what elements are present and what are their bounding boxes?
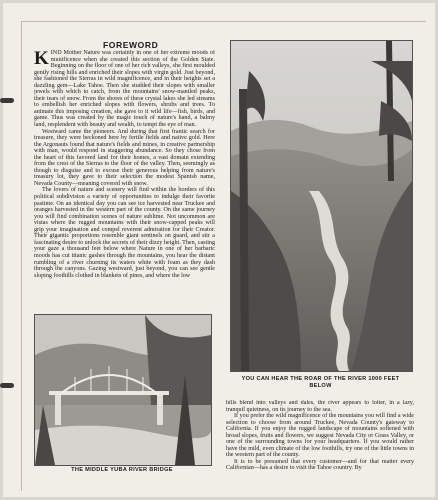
foreword-paragraph-2: Westward came the pioneers. And during that first frantic search for treasure, they were beckoned here by fertile fields and native gold. Here the Argonauts found that nature's fields and mines, in creative partnership with man, would respond in staggering abundance. So they chose from the heart of this favored land for their homes, a vast domain extending from the crest of the Sierras to the floor of the valley. Then, seemingly as though to disguise and to excuse their generous helping from nature's treasury lot, they gave to their selection the modest Spanish name, Nevada County—meaning covered with snow. xyxy=(34,128,215,187)
page-border-top xyxy=(21,21,426,22)
continued-paragraph-2: If you prefer the wild magnificence of the mountains you will find a wide selection to choose from around Truckee, Nevada County's gateway to California. If you enjoy the rugged landscape of mountains softened with broad slopes, fruits and flowers, we suggest Nevada City or Grass Valley, or one of the surrounding towns for your headquarters. If you would rather have the mild, even climate of the low foothills, try one of the little towns in the western part of the county. xyxy=(226,413,414,459)
page-border-left xyxy=(21,21,22,491)
continued-paragraph-1: hills blend into valleys and dales, the river appears to loiter, in a lazy, tranquil quietness, on its journey to the sea. xyxy=(226,400,414,413)
river-gorge-caption: YOU CAN HEAR THE ROAR OF THE RIVER 1000 FEET BELOW xyxy=(241,376,400,389)
foreword-paragraph-1 xyxy=(34,50,215,129)
bridge-caption: THE MIDDLE YUBA RIVER BRIDGE xyxy=(71,467,173,473)
punch-hole-top xyxy=(0,98,14,103)
drop-cap: K xyxy=(34,50,49,69)
brochure-page xyxy=(3,3,435,497)
punch-hole-bottom xyxy=(0,383,14,388)
bridge-illustration xyxy=(35,315,211,465)
foreword-paragraph-1-text: IND Mother Nature was certainly in one of her extreme moods of munificence when she created this section of the Golden State. Beginning on the floor of one of her rich valleys, she first moulded gently rising hills and enriched their slopes with virgin gold. Just beyond, she fashioned the Sierras in wild magnificence, and in their heights set a dazzling gem—Lake Tahoe. Then she studded their slopes with smaller jewels with which to catch, from the mountains' snow-mantled peaks, their tears of snow. From the shores of these crystal lakes she led streams to embellish her enriched slopes with flowers, shrubs and trees. To animate this imposing creation, she gave to it wild life—fish, birds, and game. Thus was created by the magic touch of nature's hand, a balmy land, resplendent with beauty and wealth, to tempt the eye of man. xyxy=(34,50,215,129)
foreword-paragraph-3: The lovers of nature and scenery will find within the borders of this political subdivision a variety of opportunities to indulge their favorite pastime. On an identical day you can see ice harvested near Truckee and oranges harvested in the western part of the county. On the same journey you will find combination scenes of nature sublime. Not uncommon are vistas where the rugged mountains with their snow-capped peaks will grip your imagination and compel reverent admiration for their Creator. Their gigantic proportions resemble giant sentinels on guard, and stir a fascinating desire to unlock the secrets of their dizzy height. Then, casting your gaze a thousand feet below where Nature in one of her barbaric moods has cut titanic gashes through the mountains, you hear the distant rumbling of a river churning its waters white with foam as they dash through the canyons. Gazing westward, just beyond, you can see gentle sloping foothills clothed in blankets of pines, and where the low xyxy=(34,187,215,279)
continued-text xyxy=(226,400,414,497)
foreword-text xyxy=(34,50,215,309)
continued-paragraph-3: It is to be presumed that every customer—and for that matter every Californian—has a desire to visit the Tahoe country. By xyxy=(226,458,414,472)
river-gorge-illustration xyxy=(231,41,412,371)
river-gorge-photo xyxy=(230,40,413,372)
bridge-photo xyxy=(34,314,212,466)
page-heading: FOREWORD xyxy=(103,40,159,50)
